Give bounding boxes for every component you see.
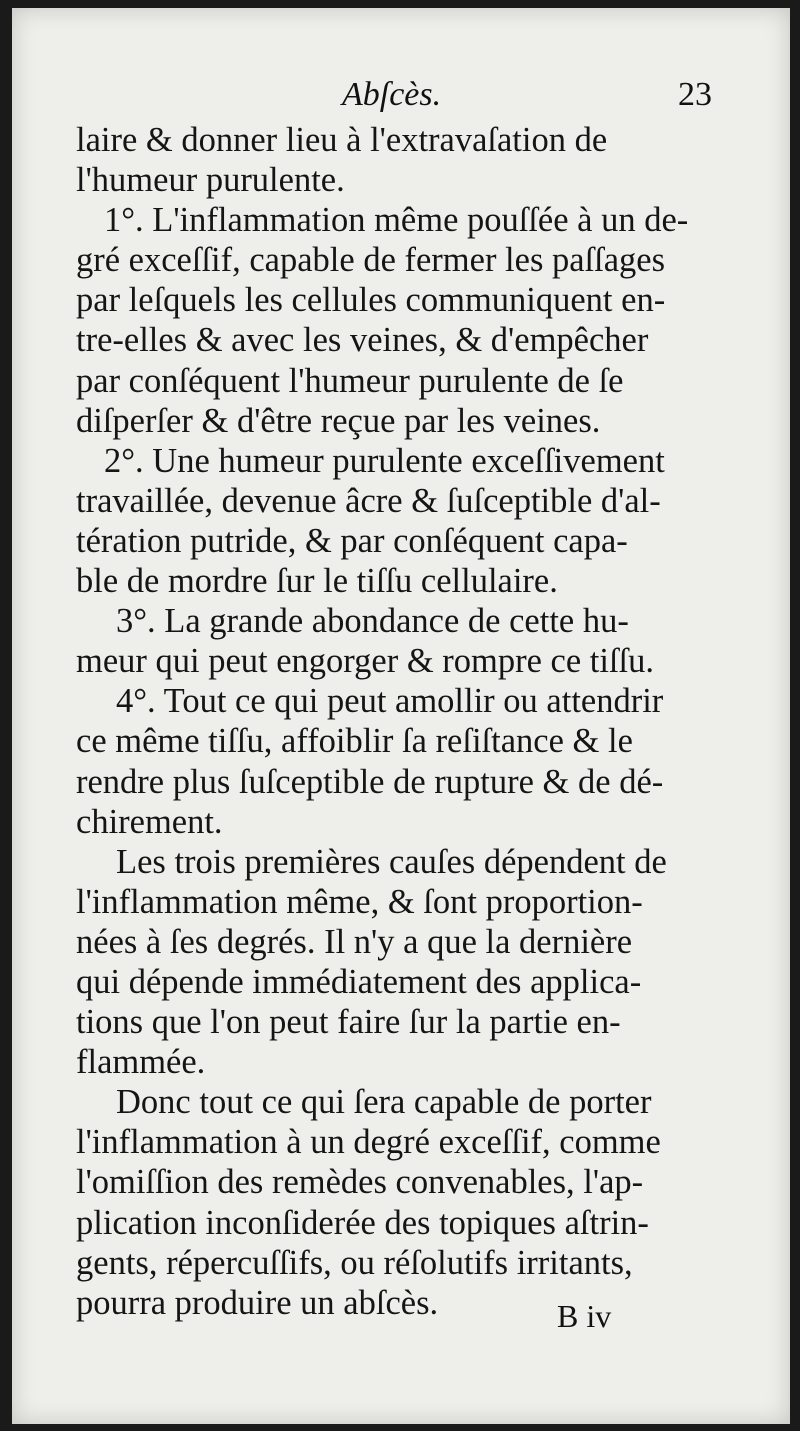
text-line: ce même tiſſu, affoiblir ſa reſiſtance & le: [76, 722, 633, 761]
signature-mark: B iv: [557, 1298, 612, 1334]
text-line: 3°. La grande abondance de cette hu-: [116, 602, 629, 641]
text-line: gents, répercuſſifs, ou réſolutifs irritants,: [76, 1243, 633, 1282]
text-line: plication inconſiderée des topiques aſtrin-: [76, 1203, 649, 1242]
text-line: l'inflammation même, & ſont proportion-: [76, 882, 643, 921]
text-line: par conſéquent l'humeur purulente de ſe: [76, 361, 624, 400]
text-line: Les trois premières cauſes dépendent de: [116, 842, 667, 881]
text-line: tération putride, & par conſéquent capa-: [76, 521, 628, 560]
book-page: [12, 8, 790, 1424]
text-line: laire & donner lieu à l'extravaſation de: [76, 121, 608, 159]
text-line: par leſquels les cellules communiquent en-: [76, 281, 666, 320]
text-line: 4°. Tout ce qui peut amollir ou attendrir: [116, 682, 664, 721]
text-line: chirement.: [76, 802, 223, 841]
text-line: l'omiſſion des remèdes convenables, l'ap-: [76, 1163, 644, 1202]
text-line: tions que l'on peut faire ſur la partie en-: [76, 1003, 621, 1042]
body-text: [76, 120, 736, 1323]
text-line: rendre plus ſuſceptible de rupture & de dé-: [76, 762, 664, 801]
text-line: diſperſer & d'être reçue par les veines.: [76, 401, 601, 440]
text-line: gré exceſſif, capable de fermer les paſſages: [76, 241, 666, 280]
text-line: 2°. Une humeur purulente exceſſivement: [104, 441, 665, 480]
text-line: travaillée, devenue âcre & ſuſceptible d'al-: [76, 481, 661, 520]
page-header: [12, 76, 790, 120]
page-number: 23: [678, 76, 712, 113]
text-line: pourra produire un abſcès.: [76, 1283, 439, 1322]
text-line: l'humeur purulente.: [76, 161, 345, 200]
text-line: Donc tout ce qui ſera capable de porter: [116, 1083, 652, 1122]
text-line: 1°. L'inflammation même pouſſée à un de-: [104, 201, 689, 240]
text-line: meur qui peut engorger & rompre ce tiſſu.: [76, 642, 655, 681]
text-line: qui dépende immédiatement des applica-: [76, 962, 642, 1001]
running-head: Abſcès.: [342, 76, 442, 113]
text-line: ble de mordre ſur le tiſſu cellulaire.: [76, 562, 558, 601]
text-line: nées à ſes degrés. Il n'y a que la dernière: [76, 922, 633, 961]
text-line: tre-elles & avec les veines, & d'empêcher: [76, 321, 649, 360]
text-line: l'inflammation à un degré exceſſif, comme: [76, 1123, 661, 1162]
text-line: flammée.: [76, 1043, 206, 1082]
